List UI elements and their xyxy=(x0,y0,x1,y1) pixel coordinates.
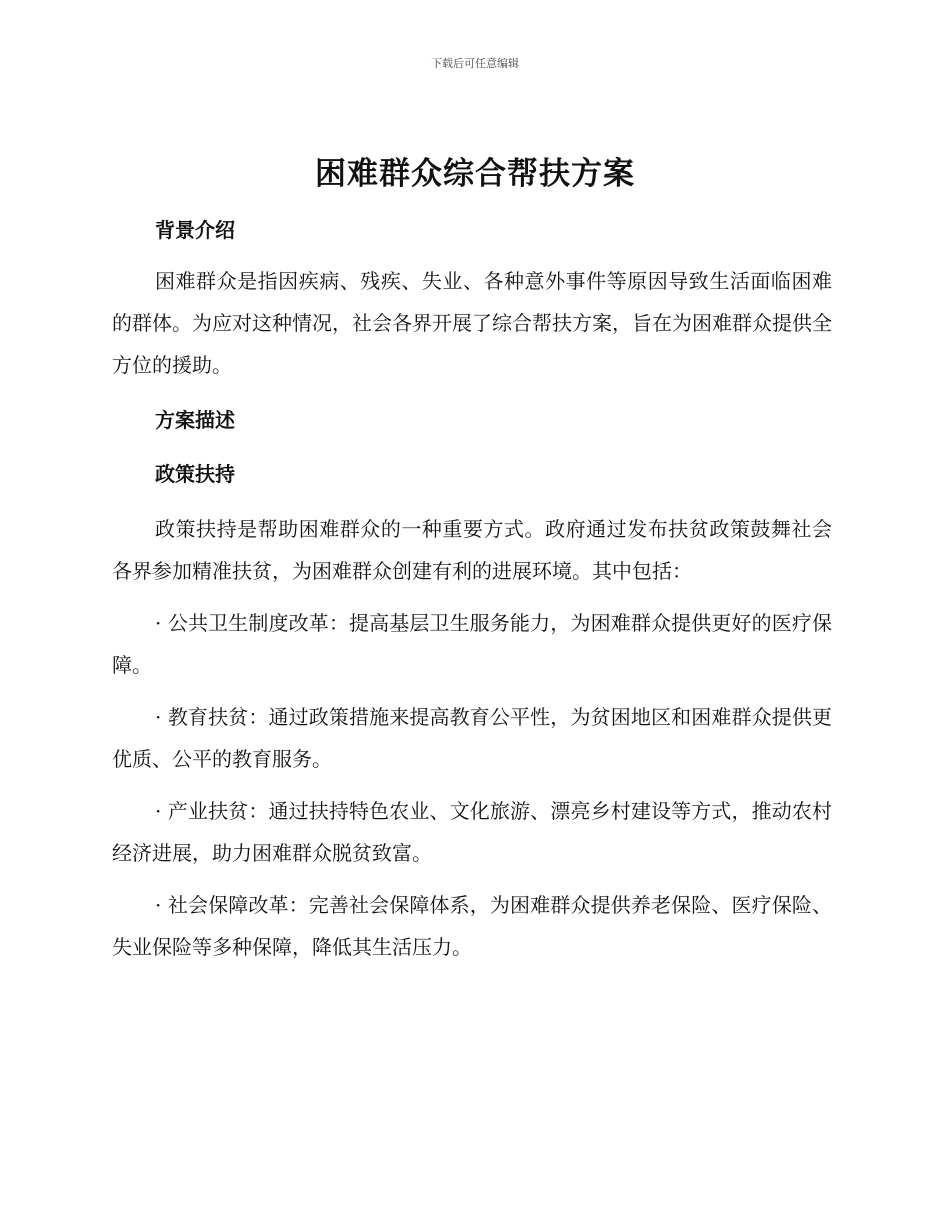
document-title: 困难群众综合帮扶方案 xyxy=(315,156,635,192)
header-note: 下载后可任意编辑 xyxy=(431,57,519,70)
bullet-item-health: · 公共卫生制度改革：提高基层卫生服务能力，为困难群众提供更好的医疗保障。 xyxy=(112,611,832,677)
section-heading-background: 背景介绍 xyxy=(155,218,235,242)
document-body xyxy=(112,200,832,968)
bullet-item-education: · 教育扶贫：通过政策措施来提高教育公平性，为贫困地区和困难群众提供更优质、公平的教育服务。 xyxy=(112,705,832,771)
section-heading-policy: 政策扶持 xyxy=(155,462,235,486)
bullet-item-industry: · 产业扶贫：通过扶持特色农业、文化旅游、漂亮乡村建设等方式，推动农村经济进展，助力困难群众脱贫致富。 xyxy=(112,799,832,865)
bullet-item-social-security: · 社会保障改革：完善社会保障体系，为困难群众提供养老保险、医疗保险、失业保险等多种保障，降低其生活压力。 xyxy=(112,893,832,959)
paragraph-background: 困难群众是指因疾病、残疾、失业、各种意外事件等原因导致生活面临困难的群体。为应对这种情况，社会各界开展了综合帮扶方案，旨在为困难群众提供全方位的援助。 xyxy=(112,269,832,377)
section-heading-plan: 方案描述 xyxy=(155,408,235,432)
paragraph-policy: 政策扶持是帮助困难群众的一种重要方式。政府通过发布扶贫政策鼓舞社会各界参加精准扶贫，为困难群众创建有利的进展环境。其中包括： xyxy=(112,517,832,583)
